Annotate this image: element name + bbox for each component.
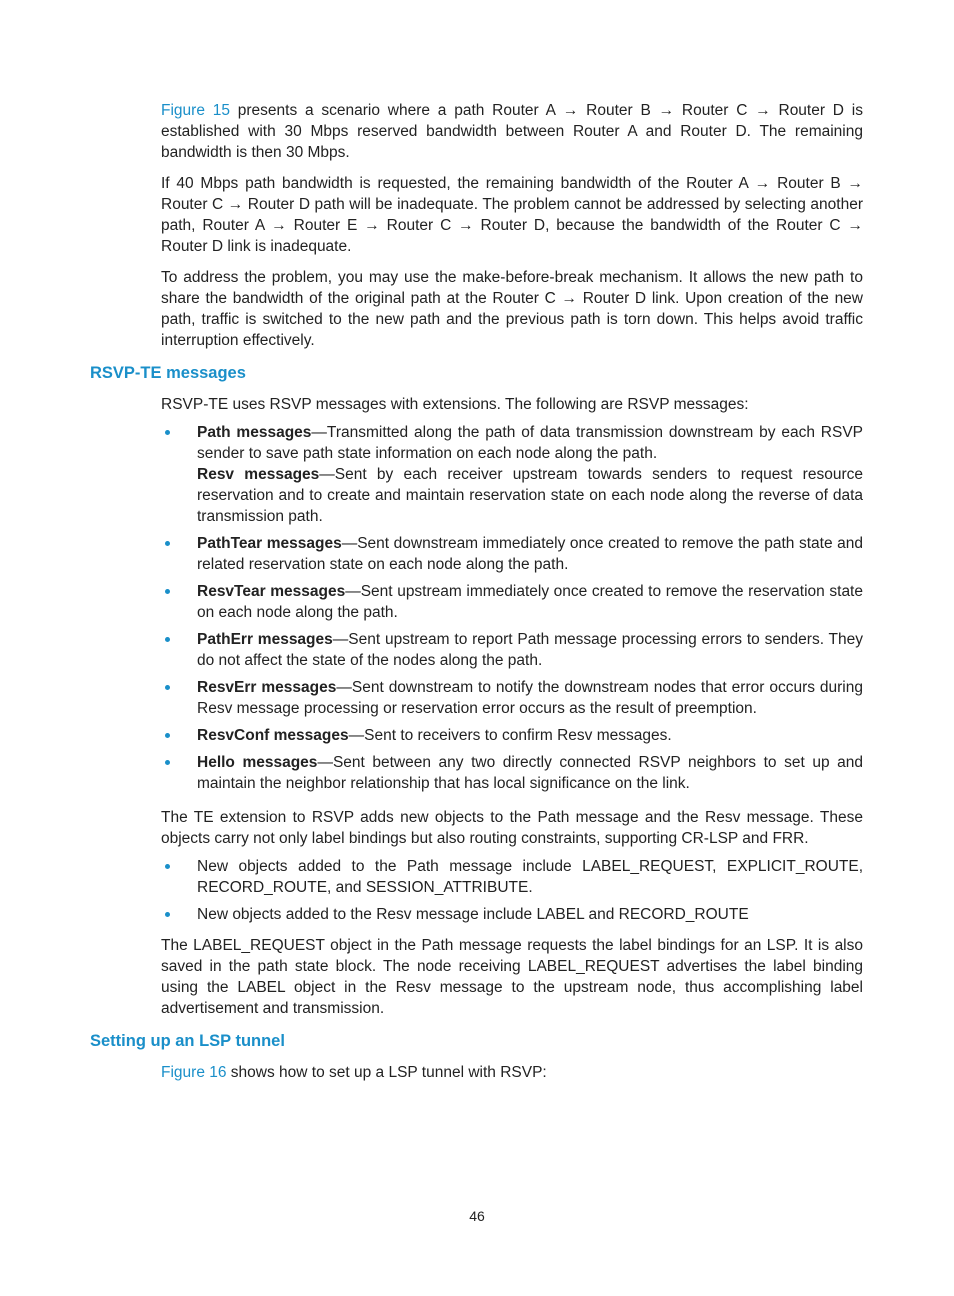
bullet-icon [165, 912, 170, 917]
page-number: 46 [469, 1208, 485, 1224]
intro-p2-text: If 40 Mbps path bandwidth is requested, the remaining bandwidth of the Router A → Router B → Router C → Router D path will be inadequate. The problem cannot be addressed by selecting another path, Router A → Router E → Router C → Router D, because the bandwidth of the Router C → Router D link is inadequate. [161, 175, 863, 255]
intro-paragraph-3 [161, 267, 863, 351]
list-item: ResvConf messages—Sent to receivers to confirm Resv messages. [161, 725, 863, 746]
label-request-paragraph: The LABEL_REQUEST object in the Path message requests the label bindings for an LSP. It is also saved in the path state block. The node receiving LABEL_REQUEST advertises the label binding using the LABEL object in the Resv message to the upstream node, thus accomplishing label advertisement and transmission. [161, 937, 863, 1017]
list-item: New objects added to the Resv message include LABEL and RECORD_ROUTE [161, 904, 863, 925]
list-item: ResvTear messages—Sent upstream immediately once created to remove the reservation state on each node along the path. [161, 581, 863, 623]
list-item: PathErr messages—Sent upstream to report Path message processing errors to senders. They do not affect the state of the nodes along the path. [161, 629, 863, 671]
figure-16-link[interactable]: Figure 16 [161, 1064, 227, 1081]
te-extension-paragraph: The TE extension to RSVP adds new objects to the Path message and the Resv message. These objects carry not only label bindings but also routing constraints, supporting CR-LSP and FRR. [161, 809, 863, 847]
bullet-icon [165, 733, 170, 738]
intro-paragraph-2 [161, 173, 863, 257]
list-item: ResvErr messages—Sent downstream to notify the downstream nodes that error occurs during Resv message processing or reservation error occurs as the result of preemption. [161, 677, 863, 719]
bullet-icon [165, 430, 170, 435]
section2-lead: Figure 16 shows how to set up a LSP tunnel with RSVP: [161, 1064, 547, 1081]
intro-p1-text: presents a scenario where a path Router A → Router B → Router C → Router D is established with 30 Mbps reserved bandwidth between Router A and Router D. The remaining bandwidth is then 30 Mbps. [161, 102, 863, 161]
bullet-icon [165, 864, 170, 869]
new-objects-list [161, 856, 863, 925]
bullet-icon [165, 760, 170, 765]
list-item: Path messages—Transmitted along the path of data transmission downstream by each RSVP sender to save path state information on each node along the path. Resv messages—Sent by each receiver upstream towards senders to request resource reservation and to create and maintain reservation state on each node along the reverse of data transmission path. [161, 422, 863, 527]
list-item: Hello messages—Sent between any two directly connected RSVP neighbors to set up and maintain the neighbor relationship that has local significance on the link. [161, 752, 863, 794]
intro-paragraph-1 [161, 100, 863, 163]
section1-lead: RSVP-TE uses RSVP messages with extensions. The following are RSVP messages: [161, 396, 749, 413]
bullet-icon [165, 589, 170, 594]
bullet-icon [165, 637, 170, 642]
bullet-icon [165, 685, 170, 690]
figure-15-link[interactable]: Figure 15 [161, 102, 230, 119]
intro-p3-text: To address the problem, you may use the make-before-break mechanism. It allows the new path to share the bandwidth of the original path at the Router C → Router D link. Upon creation of the new path, traffic is switched to the new path and the previous path is torn down. This helps avoid traffic interruption effectively. [161, 269, 863, 349]
section-heading-setting-up-lsp-tunnel: Setting up an LSP tunnel [90, 1032, 285, 1050]
bullet-icon [165, 541, 170, 546]
list-item: New objects added to the Path message include LABEL_REQUEST, EXPLICIT_ROUTE, RECORD_ROUTE, and SESSION_ATTRIBUTE. [161, 856, 863, 898]
list-item: PathTear messages—Sent downstream immediately once created to remove the path state and related reservation state on each node along the path. [161, 533, 863, 575]
section-heading-rsvp-te-messages: RSVP-TE messages [90, 364, 246, 382]
rsvp-message-list [161, 422, 863, 794]
